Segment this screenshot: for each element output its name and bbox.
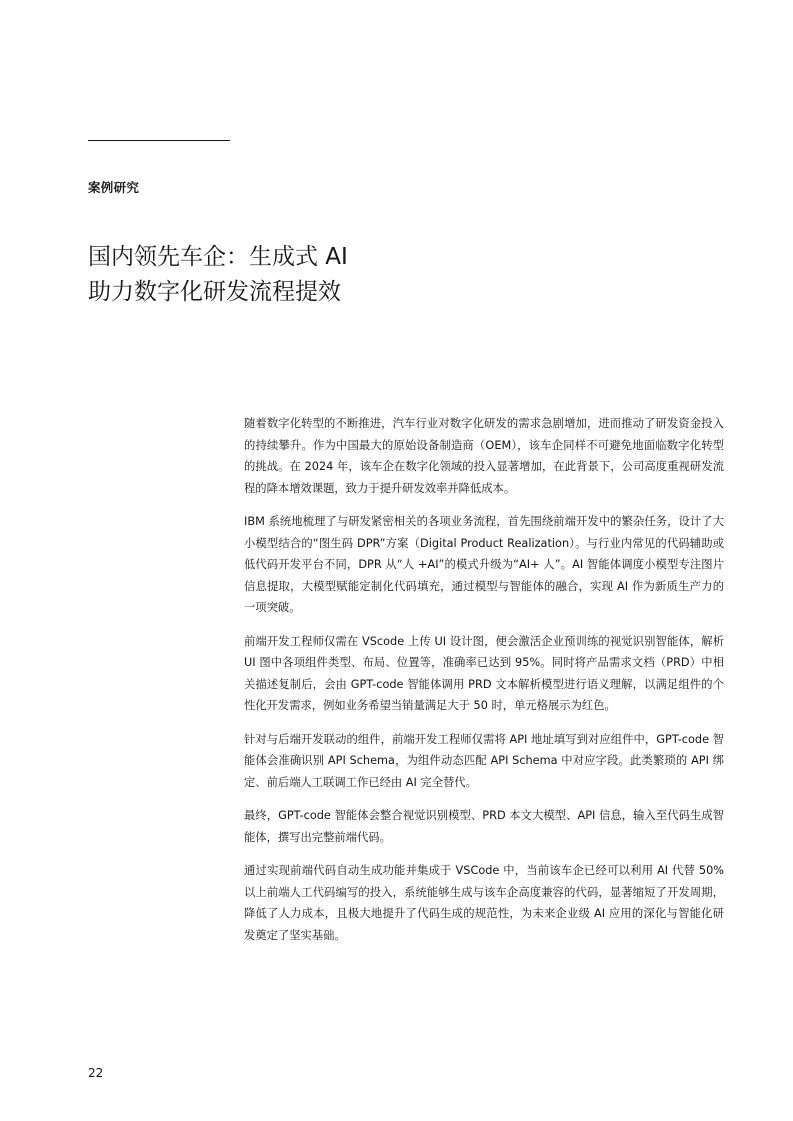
title-line-1: 国内领先车企：生成式 AI <box>88 244 348 270</box>
case-study-body <box>244 413 724 958</box>
page-number: 22 <box>88 1066 104 1080</box>
paragraph-3: 前端开发工程师仅需在 VScode 上传 UI 设计图，便会激活企业预训练的视觉识别智能体，解析 UI 图中各项组件类型、布局、位置等，准确率已达到 95%。同时将产品需求文档（PRD）中相关描述复制后，会由 GPT-code 智能体调用 PRD 文本解析模型进行语义理解，以满足组件的个性化开发需求，例如业务希望当销量满足大于 50 时，单元格展示为红色。 <box>244 634 724 712</box>
title-line-2: 助力数字化研发流程提效 <box>88 279 341 305</box>
paragraph-4: 针对与后端开发联动的组件，前端开发工程师仅需将 API 地址填写到对应组件中，GPT-code 智能体会准确识别 API Schema，为组件动态匹配 API Schema 中对应字段。此类繁琐的 API 绑定、前后端人工联调工作已经由 AI 完全替代。 <box>244 732 724 789</box>
top-divider <box>88 140 230 141</box>
paragraph-6: 通过实现前端代码自动生成功能并集成于 VSCode 中，当前该车企已经可以利用 AI 代替 50% 以上前端人工代码编写的投入，系统能够生成与该车企高度兼容的代码，显著缩短了开发周期，降低了人力成本，且极大地提升了代码生成的规范性，为未来企业级 AI 应用的深化与智能化研发奠定了坚实基础。 <box>244 864 724 942</box>
paragraph-5: 最终，GPT-code 智能体会整合视觉识别模型、PRD 本文大模型、API 信息，输入至代码生成智能体，撰写出完整前端代码。 <box>244 809 724 844</box>
section-label: 案例研究 <box>88 180 140 195</box>
paragraph-2: IBM 系统地梳理了与研发紧密相关的各项业务流程，首先围绕前端开发中的繁杂任务，设计了大小模型结合的“图生码 DPR”方案（Digital Product Realization）。与行业内常见的代码辅助或低代码开发平台不同，DPR 从“人 +AI”的模式升级为“AI+ 人”。AI 智能体调度小模型专注图片信息提取，大模型赋能定制化代码填充，通过模型与智能体的融合，实现 AI 作为新质生产力的一项突破。 <box>244 515 724 614</box>
paragraph-1: 随着数字化转型的不断推进，汽车行业对数字化研发的需求急剧增加，进而推动了研发资金投入的持续攀升。作为中国最大的原始设备制造商（OEM），该车企同样不可避免地面临数字化转型的挑战。在 2024 年，该车企在数字化领域的投入显著增加，在此背景下，公司高度重视研发流程的降本增效课题，致力于提升研发效率并降低成本。 <box>244 417 724 495</box>
page-title <box>88 240 608 310</box>
